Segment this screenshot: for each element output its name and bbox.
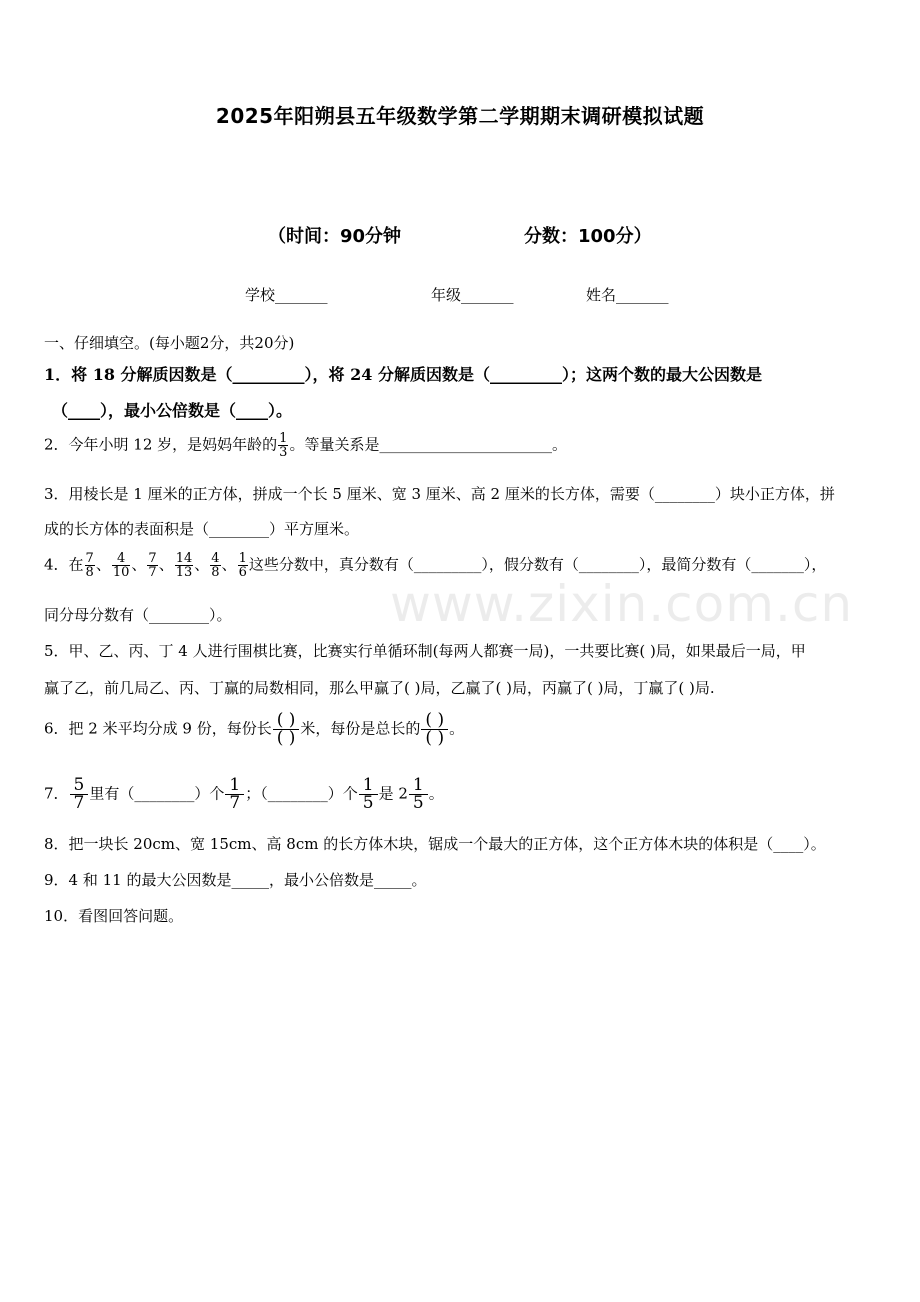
question-3-line-2: 成的长方体的表面积是（________）平方厘米。 xyxy=(44,520,360,538)
fraction: $\frac{1}{7}$ xyxy=(225,777,244,812)
fraction: $\frac{14}{13}$ xyxy=(175,551,193,580)
score-label: 分数：100分） xyxy=(524,226,652,247)
question-7: 7． $\frac{5}{7}$ 里有（________）个 $\frac{1}{7}$ ；（________）个 $\frac{1}{5}$ 是 2 $\frac{1}{5}$ 。 xyxy=(44,775,444,813)
fraction: $\frac{1}{6}$ xyxy=(238,551,247,580)
question-2 xyxy=(44,432,567,459)
fraction: $\frac{5}{7}$ xyxy=(70,777,89,812)
question-2-text: 2．今年小明 12 岁，是妈妈年龄的 xyxy=(44,435,278,454)
question-4-line-2: 同分母分数有（________）。 xyxy=(44,606,232,624)
question-3-line-1: 3．用棱长是 1 厘米的正方体，拼成一个长 5 厘米、宽 3 厘米、高 2 厘米的长方体，需要（________）块小正方体，拼 xyxy=(44,485,835,503)
question-4: 4．在 $\frac{7}{8}$ 、 $\frac{4}{10}$ 、 $\frac{7}{7}$ 、 $\frac{14}{13}$ 、 $\frac{4}{8}$ 、 $\frac{1}{6}$ 这些分数中，真分数有（_________），假分数有（________），最简分数有（_______）， xyxy=(44,551,827,580)
question-6-text-end: 。 xyxy=(449,719,465,738)
question-6-text-mid: 米，每份是总长的 xyxy=(300,719,421,738)
question-2-text-end: 。等量关系是_______________________。 xyxy=(289,435,567,454)
blank-fraction: $\frac{( )}{( )}$ xyxy=(273,712,300,747)
question-4-text: 4．在 xyxy=(44,555,84,574)
question-5-line-2: 赢了乙，前几局乙、丙、丁赢的局数相同，那么甲赢了( )局，乙赢了( )局，丙赢了( )局，丁赢了( )局. xyxy=(44,679,715,697)
fraction: $\frac{7}{8}$ xyxy=(85,551,94,580)
question-10: 10．看图回答问题。 xyxy=(44,907,184,925)
name-field: 姓名_______ xyxy=(586,286,669,304)
question-6-text: 6．把 2 米平均分成 9 份，每份长 xyxy=(44,719,272,738)
fraction: $\frac{4}{10}$ xyxy=(112,551,130,580)
watermark: www.zixin.com.cn xyxy=(390,575,854,633)
question-5-line-1: 5．甲、乙、丙、丁 4 人进行围棋比赛，比赛实行单循环制(每两人都赛一局)，一共要比赛( )局，如果最后一局，甲 xyxy=(44,642,806,660)
fraction: $\frac{1}{5}$ xyxy=(359,777,378,812)
school-field: 学校_______ xyxy=(245,286,328,304)
question-4-text-end: 这些分数中，真分数有（_________），假分数有（________），最简分数有（_______）， xyxy=(248,555,827,574)
grade-field: 年级_______ xyxy=(431,286,514,304)
fraction-one-third: $\frac{1}{3}$ xyxy=(279,431,288,460)
question-6 xyxy=(44,712,464,747)
fraction: $\frac{7}{7}$ xyxy=(148,551,157,580)
page-title: 2025年阳朔县五年级数学第二学期期末调研模拟试题 xyxy=(215,104,705,128)
question-9: 9．4 和 11 的最大公因数是_____，最小公倍数是_____。 xyxy=(44,871,427,889)
time-label: （时间：90分钟 xyxy=(268,226,402,247)
question-1-line-1: 1．将 18 分解质因数是（_________），将 24 分解质因数是（_________）；这两个数的最大公因数是 xyxy=(44,365,762,384)
blank-fraction: $\frac{( )}{( )}$ xyxy=(421,712,448,747)
question-1-line-2: （____），最小公倍数是（____）。 xyxy=(52,401,293,420)
fraction: $\frac{1}{5}$ xyxy=(409,777,428,812)
fraction: $\frac{4}{8}$ xyxy=(211,551,220,580)
question-8: 8．把一块长 20cm、宽 15cm、高 8cm 的长方体木块，锯成一个最大的正方体，这个正方体木块的体积是（____）。 xyxy=(44,835,826,853)
section-heading: 一、仔细填空。(每小题2分，共20分) xyxy=(44,334,295,352)
